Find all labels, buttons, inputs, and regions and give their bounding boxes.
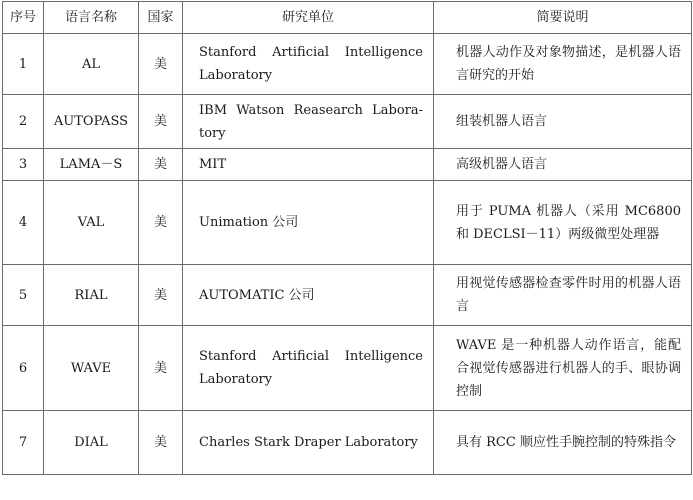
cell-description: 用于 PUMA 机器人（采用 MC6800 和 DECLSI－11）两级微型处理器 (434, 181, 692, 265)
cell-country: 美 (139, 411, 183, 475)
cell-no: 4 (3, 181, 44, 265)
cell-no: 1 (3, 34, 44, 95)
robot-language-table (2, 1, 692, 475)
table-row (3, 411, 692, 475)
cell-country: 美 (139, 326, 183, 411)
header-no: 序号 (3, 2, 44, 34)
cell-no: 5 (3, 265, 44, 326)
header-research-unit: 研究单位 (183, 2, 434, 34)
cell-language-name: DIAL (44, 411, 139, 475)
cell-language-name: AL (44, 34, 139, 95)
cell-country: 美 (139, 34, 183, 95)
table-row (3, 181, 692, 265)
cell-no: 7 (3, 411, 44, 475)
cell-country: 美 (139, 265, 183, 326)
cell-language-name: AUTOPASS (44, 95, 139, 149)
table-row (3, 34, 692, 95)
cell-country: 美 (139, 181, 183, 265)
cell-research-unit: Unimation 公司 (183, 181, 434, 265)
cell-research-unit: Stanford Artificial Intelligence Laboratory (183, 326, 434, 411)
cell-description: 用视觉传感器检查零件时用的机器人语言 (434, 265, 692, 326)
table-row (3, 95, 692, 149)
cell-no: 6 (3, 326, 44, 411)
cell-language-name: RIAL (44, 265, 139, 326)
header-language-name: 语言名称 (44, 2, 139, 34)
table-row (3, 149, 692, 181)
cell-language-name: LAMA－S (44, 149, 139, 181)
table-row (3, 326, 692, 411)
cell-description: 组装机器人语言 (434, 95, 692, 149)
cell-language-name: VAL (44, 181, 139, 265)
cell-language-name: WAVE (44, 326, 139, 411)
header-row (3, 2, 692, 34)
cell-research-unit: Stanford Artificial Intelligence Laboratory (183, 34, 434, 95)
table-row (3, 265, 692, 326)
header-country: 国家 (139, 2, 183, 34)
cell-research-unit: Charles Stark Draper Laboratory (183, 411, 434, 475)
cell-country: 美 (139, 149, 183, 181)
cell-description: 高级机器人语言 (434, 149, 692, 181)
cell-research-unit: AUTOMATIC 公司 (183, 265, 434, 326)
cell-description: 机器人动作及对象物描述，是机器人语言研究的开始 (434, 34, 692, 95)
cell-country: 美 (139, 95, 183, 149)
header-description: 简要说明 (434, 2, 692, 34)
cell-research-unit: MIT (183, 149, 434, 181)
cell-description: 具有 RCC 顺应性手腕控制的特殊指令 (434, 411, 692, 475)
cell-research-unit: IBM Watson Reasearch Labora-tory (183, 95, 434, 149)
cell-no: 3 (3, 149, 44, 181)
cell-no: 2 (3, 95, 44, 149)
cell-description: WAVE 是一种机器人动作语言，能配合视觉传感器进行机器人的手、眼协调控制 (434, 326, 692, 411)
